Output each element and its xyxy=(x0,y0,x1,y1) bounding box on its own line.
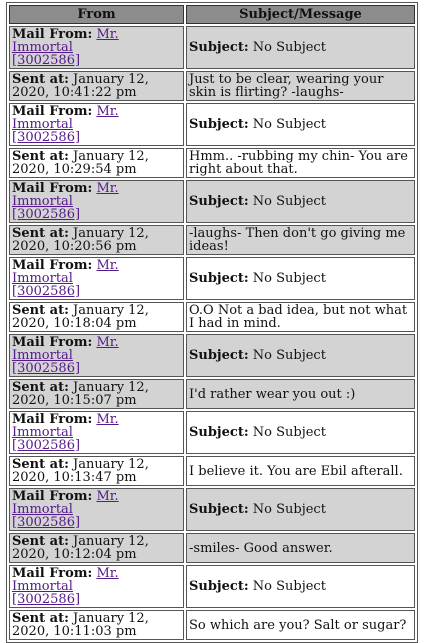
from-cell xyxy=(9,257,184,300)
sender-id: [3002586] xyxy=(12,438,81,453)
sent-cell xyxy=(9,610,184,640)
subject-value: No Subject xyxy=(252,502,326,517)
subject-value: No Subject xyxy=(252,348,326,363)
sent-time: January 12, 2020, 10:20:56 pm xyxy=(12,226,149,254)
mail-sent-row xyxy=(9,533,415,563)
sender-name: Mr. Immortal xyxy=(12,181,119,209)
message-text: I believe it. You are Ebil afterall. xyxy=(189,463,403,479)
subject-cell xyxy=(186,180,415,223)
message-text: O.O Not a bad idea, but not what I had in mind. xyxy=(189,303,408,331)
message-cell xyxy=(186,71,415,101)
sender-id: [3002586] xyxy=(12,592,81,607)
sender-name: Mr. Immortal xyxy=(12,104,119,132)
header-row xyxy=(9,5,415,24)
message-text: Just to be clear, wearing your skin is flirting? -laughs- xyxy=(189,72,384,100)
subject-value: No Subject xyxy=(252,579,326,594)
sender-name: Mr. Immortal xyxy=(12,412,119,440)
sent-at-label: Sent at: xyxy=(12,72,69,87)
mail-from-label: Mail From: xyxy=(12,489,93,504)
sent-at-label: Sent at: xyxy=(12,303,69,318)
from-cell xyxy=(9,565,184,608)
sent-time: January 12, 2020, 10:11:03 pm xyxy=(12,611,149,639)
from-cell xyxy=(9,103,184,146)
mail-from-label: Mail From: xyxy=(12,181,93,196)
mail-from-label: Mail From: xyxy=(12,258,93,273)
sender-id: [3002586] xyxy=(12,515,81,530)
sent-at-label: Sent at: xyxy=(12,380,69,395)
mail-from-row xyxy=(9,334,415,377)
sender-name: Mr. Immortal xyxy=(12,258,119,286)
mail-body xyxy=(9,26,415,640)
header-from: From xyxy=(9,5,184,24)
from-cell xyxy=(9,334,184,377)
message-cell xyxy=(186,379,415,409)
sent-cell xyxy=(9,456,184,486)
sent-cell xyxy=(9,379,184,409)
sender-id: [3002586] xyxy=(12,361,81,376)
subject-label: Subject: xyxy=(189,194,249,209)
message-cell xyxy=(186,533,415,563)
subject-value: No Subject xyxy=(252,425,326,440)
subject-cell xyxy=(186,488,415,531)
mail-sent-row xyxy=(9,456,415,486)
sent-at-label: Sent at: xyxy=(12,149,69,164)
sender-name: Mr. Immortal xyxy=(12,566,119,594)
mail-sent-row xyxy=(9,225,415,255)
sent-time: January 12, 2020, 10:15:07 pm xyxy=(12,380,149,408)
subject-cell xyxy=(186,565,415,608)
mail-from-label: Mail From: xyxy=(12,27,93,42)
message-cell xyxy=(186,225,415,255)
header-subject-message: Subject/Message xyxy=(186,5,415,24)
sent-time: January 12, 2020, 10:18:04 pm xyxy=(12,303,149,331)
message-cell xyxy=(186,148,415,178)
subject-value: No Subject xyxy=(252,271,326,286)
subject-label: Subject: xyxy=(189,579,249,594)
mail-from-row xyxy=(9,565,415,608)
subject-cell xyxy=(186,103,415,146)
mail-from-label: Mail From: xyxy=(12,412,93,427)
sent-time: January 12, 2020, 10:12:04 pm xyxy=(12,534,149,562)
subject-cell xyxy=(186,334,415,377)
subject-value: No Subject xyxy=(252,117,326,132)
message-text: -laughs- Then don't go giving me ideas! xyxy=(189,226,406,254)
from-cell xyxy=(9,411,184,454)
sender-id: [3002586] xyxy=(12,284,81,299)
subject-cell xyxy=(186,26,415,69)
subject-cell xyxy=(186,411,415,454)
sender-id: [3002586] xyxy=(12,130,81,145)
mail-sent-row xyxy=(9,302,415,332)
subject-label: Subject: xyxy=(189,502,249,517)
from-cell xyxy=(9,180,184,223)
mail-table xyxy=(6,2,418,643)
message-cell xyxy=(186,302,415,332)
sender-name: Mr. Immortal xyxy=(12,27,119,55)
sent-cell xyxy=(9,71,184,101)
sent-cell xyxy=(9,148,184,178)
mail-sent-row xyxy=(9,148,415,178)
sent-time: January 12, 2020, 10:13:47 pm xyxy=(12,457,149,485)
subject-label: Subject: xyxy=(189,271,249,286)
message-text: -smiles- Good answer. xyxy=(189,540,333,556)
sent-at-label: Sent at: xyxy=(12,534,69,549)
sender-id: [3002586] xyxy=(12,207,81,222)
sent-cell xyxy=(9,533,184,563)
mail-from-row xyxy=(9,411,415,454)
subject-value: No Subject xyxy=(252,194,326,209)
sender-name: Mr. Immortal xyxy=(12,489,119,517)
mail-from-row xyxy=(9,488,415,531)
sent-cell xyxy=(9,225,184,255)
sent-time: January 12, 2020, 10:29:54 pm xyxy=(12,149,149,177)
sent-time: January 12, 2020, 10:41:22 pm xyxy=(12,72,149,100)
mail-from-label: Mail From: xyxy=(12,104,93,119)
sent-at-label: Sent at: xyxy=(12,611,69,626)
sent-at-label: Sent at: xyxy=(12,457,69,472)
mail-sent-row xyxy=(9,71,415,101)
message-text: Hmm.. -rubbing my chin- You are right about that. xyxy=(189,149,408,177)
sent-cell xyxy=(9,302,184,332)
mail-from-row xyxy=(9,103,415,146)
sender-name: Mr. Immortal xyxy=(12,335,119,363)
message-text: I'd rather wear you out :) xyxy=(189,386,356,402)
message-text: So which are you? Salt or sugar? xyxy=(189,617,407,633)
mail-sent-row xyxy=(9,379,415,409)
from-cell xyxy=(9,488,184,531)
mail-from-row xyxy=(9,26,415,69)
mail-from-label: Mail From: xyxy=(12,335,93,350)
subject-label: Subject: xyxy=(189,117,249,132)
sent-at-label: Sent at: xyxy=(12,226,69,241)
subject-label: Subject: xyxy=(189,348,249,363)
mail-from-row xyxy=(9,257,415,300)
mail-from-row xyxy=(9,180,415,223)
from-cell xyxy=(9,26,184,69)
subject-value: No Subject xyxy=(252,40,326,55)
mail-from-label: Mail From: xyxy=(12,566,93,581)
mail-sent-row xyxy=(9,610,415,640)
subject-label: Subject: xyxy=(189,40,249,55)
subject-cell xyxy=(186,257,415,300)
sender-id: [3002586] xyxy=(12,53,81,68)
subject-label: Subject: xyxy=(189,425,249,440)
message-cell xyxy=(186,456,415,486)
message-cell xyxy=(186,610,415,640)
